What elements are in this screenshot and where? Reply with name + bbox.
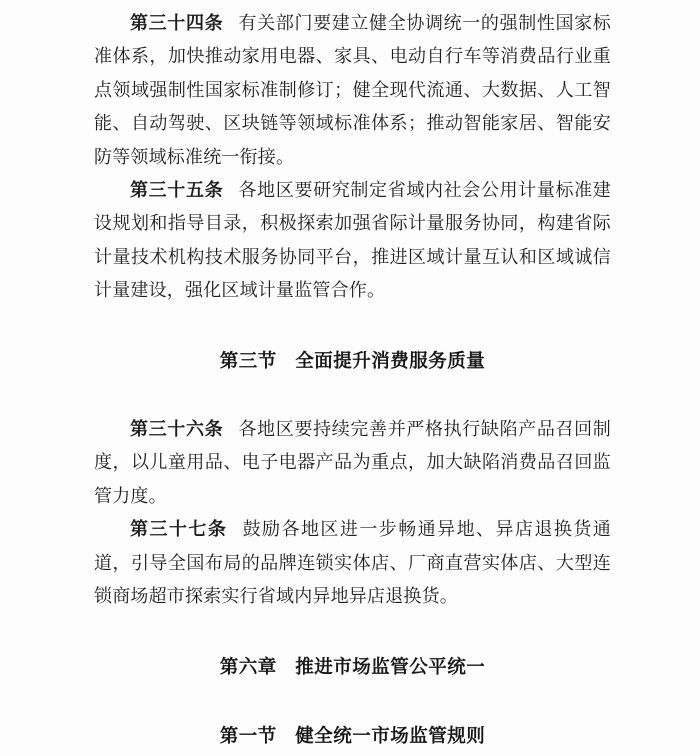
article-text: 鼓励各地区进一步畅通异地、异店退换货通道，引导全国布局的品牌连锁实体店、厂商直营实体店、大型连锁商场超市探索实行省域内异地异店退换货。 xyxy=(94,519,611,607)
heading-number: 第一节 xyxy=(219,724,277,746)
article-text: 各地区要研究制定省域内社会公用计量标准建设规划和指导目录，积极探索加强省际计量服务协同，构建省际计量技术机构技术服务协同平台，推进区域计量互认和区域诚信计量建设，强化区域计量监管合作。 xyxy=(94,180,612,301)
article-paragraph xyxy=(94,413,611,513)
section-heading xyxy=(94,719,611,752)
section-heading xyxy=(94,344,611,377)
article-text: 各地区要持续完善并严格执行缺陷产品召回制度，以儿童用品、电子电器产品为重点，加大缺陷消费品召回监管力度。 xyxy=(94,419,612,506)
article-text: 有关部门要建立健全协调统一的强制性国家标准体系，加快推动家用电器、家具、电动自行车等消费品行业重点领域强制性国家标准制修订；健全现代流通、大数据、人工智能、自动驾驶、区块链等领域标准体系；推动智能家居、智能安防等领域标准统一衔接。 xyxy=(94,13,612,167)
article-paragraph xyxy=(94,174,611,308)
article-paragraph xyxy=(94,7,611,174)
article-number: 第三十七条 xyxy=(130,519,228,540)
document-body xyxy=(94,7,611,752)
heading-title: 推进市场监管公平统一 xyxy=(295,655,486,677)
heading-title: 全面提升消费服务质量 xyxy=(295,349,486,371)
chapter-heading xyxy=(94,650,611,683)
article-paragraph xyxy=(94,513,611,613)
article-number: 第三十四条 xyxy=(130,13,224,33)
article-number: 第三十五条 xyxy=(130,180,224,201)
heading-number: 第六章 xyxy=(219,655,277,677)
heading-number: 第三节 xyxy=(219,349,277,371)
article-number: 第三十六条 xyxy=(130,419,224,440)
heading-title: 健全统一市场监管规则 xyxy=(295,724,486,746)
